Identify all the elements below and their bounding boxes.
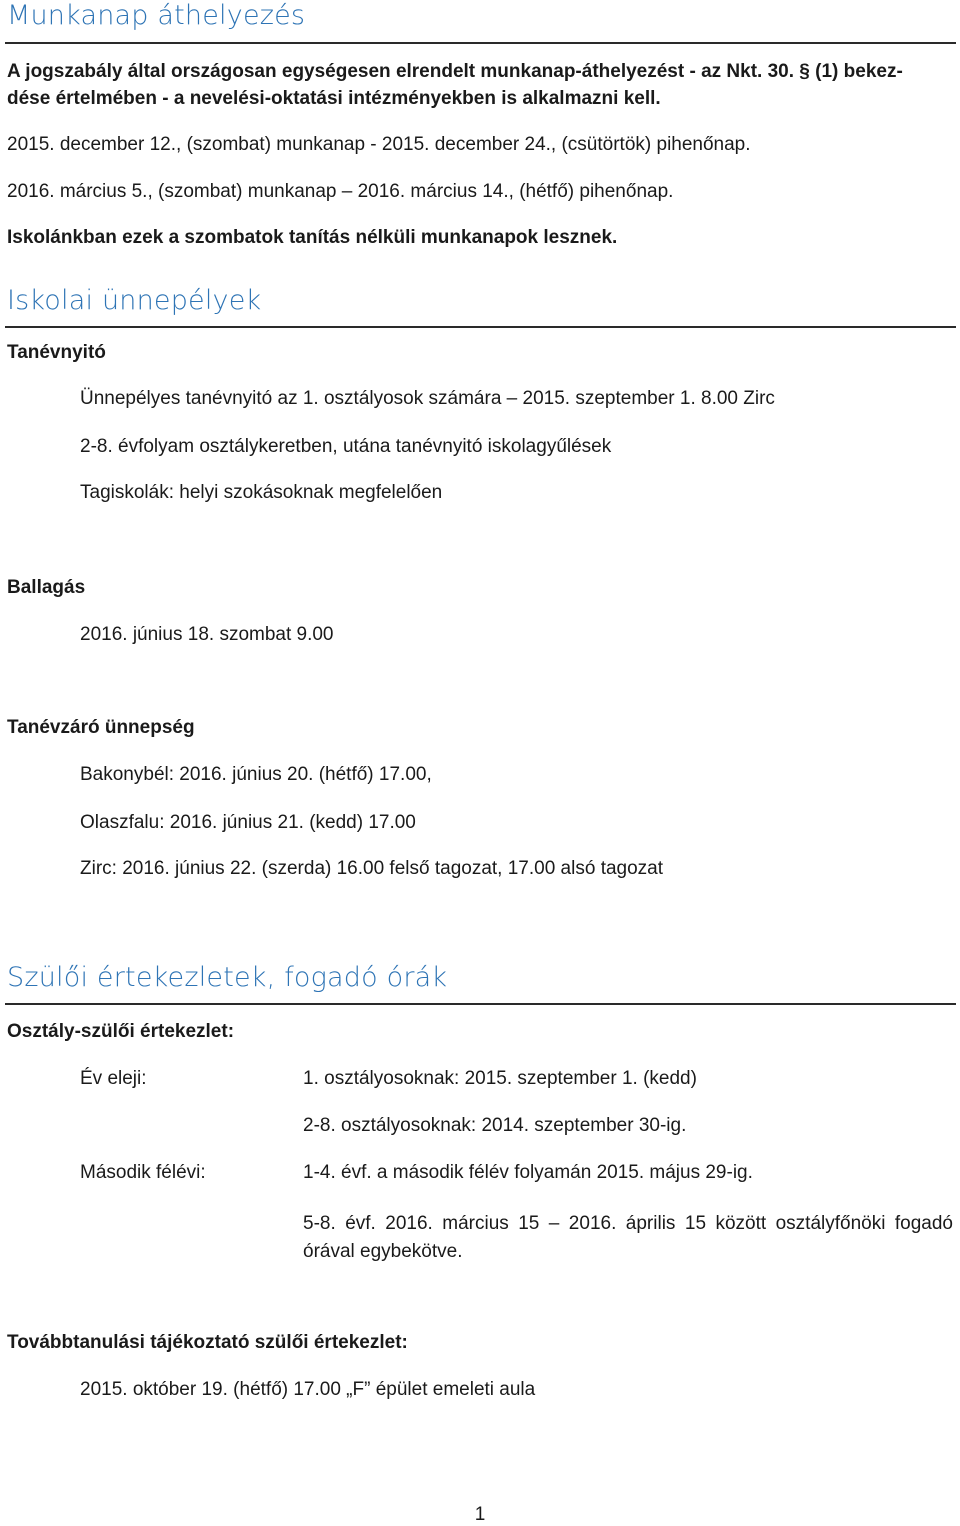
masodik-felevi-line-2: 5-8. évf. 2016. március 15 – 2016. április 15 között osztályfőnöki fogadó órával egybekötve. [303, 1213, 953, 1262]
ev-eleji-line-1: 1. osztályosoknak: 2015. szeptember 1. (kedd) [303, 1068, 697, 1089]
heading-rule [5, 326, 956, 328]
subheading-tanevzaro: Tanévzáró ünnepség [7, 717, 195, 738]
intro-line-1: A jogszabály által országosan egységesen elrendelt munkanap-áthelyezést - az Nkt. 30. § (1) bekez- [7, 61, 903, 82]
intro-line-2: dése értelmében - a nevelési-oktatási intézményekben is alkalmazni kell. [7, 88, 661, 109]
tanevzaro-line-1: Bakonybél: 2016. június 20. (hétfő) 17.00, [80, 764, 432, 785]
heading-szuloi: Szülői értekezletek, fogadó órák [7, 962, 448, 993]
ev-eleji-line-2: 2-8. osztályosoknak: 2014. szeptember 30-ig. [303, 1115, 687, 1136]
subheading-tovabbtanulasi: Továbbtanulási tájékoztató szülői értekezlet: [7, 1332, 408, 1353]
tanevzaro-line-2: Olaszfalu: 2016. június 21. (kedd) 17.00 [80, 812, 416, 833]
tovabbtanulasi-line-1: 2015. október 19. (hétfő) 17.00 „F” épület emeleti aula [80, 1379, 536, 1400]
page-number: 1 [474, 1504, 486, 1525]
subheading-tanevnyito: Tanévnyitó [7, 342, 106, 363]
subheading-osztaly-szuloi: Osztály-szülői értekezlet: [7, 1021, 235, 1042]
tanevnyito-line-3: Tagiskolák: helyi szokásoknak megfelelően [80, 482, 443, 503]
line-2015: 2015. december 12., (szombat) munkanap - 2015. december 24., (csütörtök) pihenőnap. [7, 134, 751, 155]
ballagas-line-1: 2016. június 18. szombat 9.00 [80, 624, 334, 645]
note-szombatok: Iskolánkban ezek a szombatok tanítás nélküli munkanapok lesznek. [7, 227, 618, 248]
heading-rule [5, 1003, 956, 1005]
masodik-felevi-label: Második félévi: [80, 1162, 206, 1183]
heading-munkanap: Munkanap áthelyezés [7, 0, 306, 31]
heading-rule [5, 42, 956, 44]
tanevzaro-line-3: Zirc: 2016. június 22. (szerda) 16.00 felső tagozat, 17.00 alsó tagozat [80, 858, 664, 879]
line-2016: 2016. március 5., (szombat) munkanap – 2016. március 14., (hétfő) pihenőnap. [7, 181, 674, 202]
ev-eleji-label: Év eleji: [80, 1068, 147, 1089]
masodik-felevi-line-1: 1-4. évf. a második félév folyamán 2015. május 29-ig. [303, 1162, 753, 1183]
subheading-ballagas: Ballagás [7, 577, 86, 598]
heading-unnepelyek: Iskolai ünnepélyek [7, 285, 262, 316]
tanevnyito-line-1: Ünnepélyes tanévnyitó az 1. osztályosok számára – 2015. szeptember 1. 8.00 Zirc [80, 388, 775, 409]
tanevnyito-line-2: 2-8. évfolyam osztálykeretben, utána tanévnyitó iskolagyűlések [80, 436, 612, 457]
